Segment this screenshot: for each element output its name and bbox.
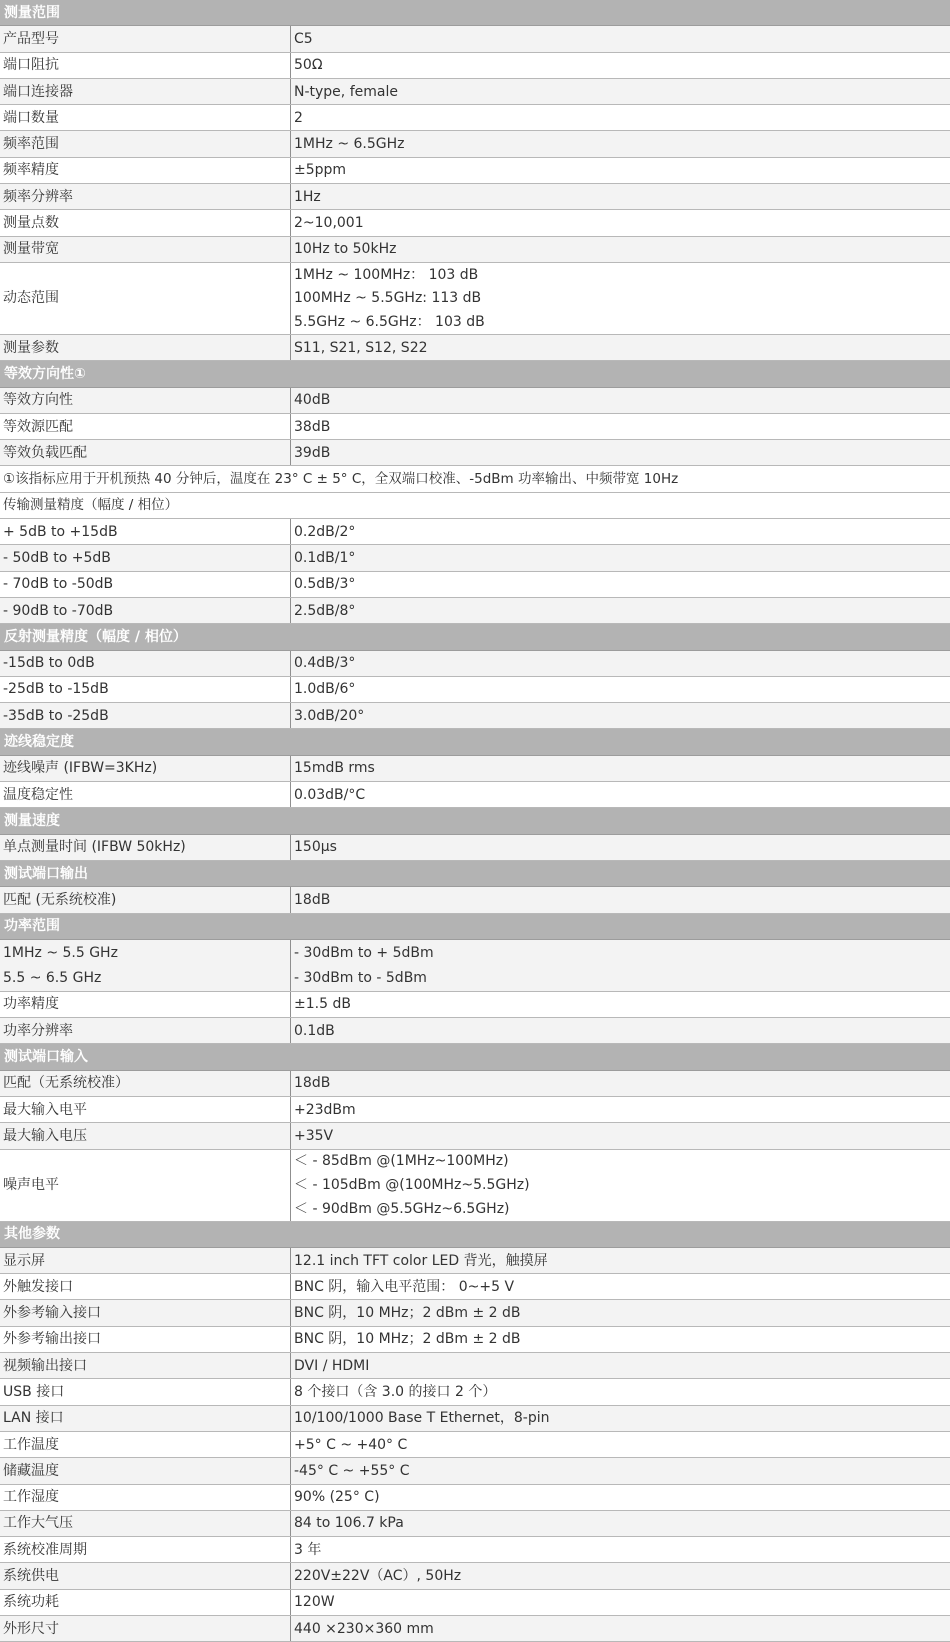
spec-value-line: S11, S21, S12, S22: [294, 339, 428, 356]
spec-row: [0, 1353, 950, 1379]
spec-value: [291, 184, 950, 209]
spec-value-line: 0.1dB: [294, 1022, 335, 1039]
spec-row: [0, 1097, 950, 1123]
spec-label-line: 1MHz ~ 5.5 GHz: [3, 944, 118, 961]
spec-value: [291, 1432, 950, 1457]
spec-row: [0, 79, 950, 105]
spec-label: 外参考输出接口: [0, 1327, 291, 1352]
spec-label: 动态范围: [0, 263, 291, 334]
spec-row: [0, 1379, 950, 1405]
spec-row: [0, 210, 950, 236]
spec-value: [291, 545, 950, 570]
spec-label: 功率精度: [0, 992, 291, 1017]
section-header: 测试端口输入: [0, 1044, 950, 1070]
spec-label: 噪声电平: [0, 1150, 291, 1221]
spec-value: [291, 1616, 950, 1641]
spec-value-line: 100MHz ~ 5.5GHz: 113 dB: [294, 290, 482, 307]
spec-value-line: ＜ - 90dBm @5.5GHz~6.5GHz): [294, 1200, 510, 1217]
spec-value: [291, 677, 950, 702]
spec-value: [291, 756, 950, 781]
spec-row: [0, 53, 950, 79]
spec-label: 迹线噪声 (IFBW=3KHz): [0, 756, 291, 781]
spec-value-line: 50Ω: [294, 57, 323, 74]
spec-value: [291, 651, 950, 676]
spec-row: [0, 677, 950, 703]
spec-label: 测量带宽: [0, 237, 291, 262]
spec-label: -25dB to -15dB: [0, 677, 291, 702]
spec-row: [0, 545, 950, 571]
spec-label: 产品型号: [0, 26, 291, 51]
spec-value-line: 18dB: [294, 1075, 331, 1092]
spec-value: [291, 1563, 950, 1588]
spec-value-line: 39dB: [294, 444, 331, 461]
spec-value: [291, 237, 950, 262]
spec-value: [291, 131, 950, 156]
spec-row: [0, 1150, 950, 1222]
spec-value-line: ±1.5 dB: [294, 996, 351, 1013]
spec-value-line: 150μs: [294, 839, 337, 856]
spec-value: [291, 1379, 950, 1404]
spec-value-line: +23dBm: [294, 1101, 356, 1118]
spec-value-line: 38dB: [294, 418, 331, 435]
spec-value: [291, 1300, 950, 1325]
section-header: 其他参数: [0, 1222, 950, 1248]
spec-label: 外形尺寸: [0, 1616, 291, 1641]
spec-label: USB 接口: [0, 1379, 291, 1404]
spec-value-line: 0.1dB/1°: [294, 549, 356, 566]
spec-row: [0, 598, 950, 624]
spec-row: [0, 835, 950, 861]
spec-label: 系统供电: [0, 1563, 291, 1588]
spec-value-line: 8 个接口（含 3.0 的接口 2 个）: [294, 1384, 497, 1400]
spec-row: [0, 782, 950, 808]
spec-value-line: 10/100/1000 Base T Ethernet，8-pin: [294, 1410, 550, 1427]
spec-label: LAN 接口: [0, 1406, 291, 1431]
spec-value: [291, 1123, 950, 1148]
spec-label: 功率分辨率: [0, 1018, 291, 1043]
spec-row: [0, 519, 950, 545]
spec-label: [0, 940, 291, 991]
spec-value-line: 220V±22V（AC）, 50Hz: [294, 1568, 462, 1585]
spec-value-line: 40dB: [294, 392, 331, 409]
spec-value: [291, 1537, 950, 1562]
spec-label: 匹配（无系统校准）: [0, 1071, 291, 1096]
spec-value-line: 440 ×230×360 mm: [294, 1620, 434, 1637]
spec-row: [0, 1458, 950, 1484]
spec-value: [291, 158, 950, 183]
spec-value-line: 2: [294, 109, 303, 126]
section-header: 测量速度: [0, 808, 950, 834]
spec-value-line: 18dB: [294, 891, 331, 908]
spec-value-line: -45° C ~ +55° C: [294, 1462, 410, 1479]
spec-label: 频率范围: [0, 131, 291, 156]
spec-row: [0, 1274, 950, 1300]
spec-value-line: ＜ - 85dBm @(1MHz~100MHz): [294, 1153, 509, 1170]
spec-label: + 5dB to +15dB: [0, 519, 291, 544]
spec-row: [0, 992, 950, 1018]
spec-value: [291, 1511, 950, 1536]
spec-value: [291, 835, 950, 860]
spec-value-line: ±5ppm: [294, 162, 347, 179]
spec-value: [291, 1018, 950, 1043]
spec-value-line: - 30dBm to - 5dBm: [294, 970, 427, 987]
spec-row: [0, 1537, 950, 1563]
spec-label: 系统校准周期: [0, 1537, 291, 1562]
spec-value-line: 84 to 106.7 kPa: [294, 1515, 404, 1532]
spec-row: [0, 1327, 950, 1353]
spec-value: [291, 703, 950, 728]
spec-value: [291, 105, 950, 130]
spec-row: [0, 703, 950, 729]
spec-row: [0, 184, 950, 210]
spec-value: [291, 440, 950, 465]
spec-value: [291, 598, 950, 623]
spec-value-line: BNC 阴，10 MHz；2 dBm ± 2 dB: [294, 1331, 521, 1348]
spec-value-line: 1MHz ~ 6.5GHz: [294, 136, 405, 153]
spec-value: [291, 1353, 950, 1378]
spec-value-line: BNC 阴，输入电平范围： 0~+5 V: [294, 1278, 515, 1295]
spec-value: [291, 1458, 950, 1483]
spec-value: [291, 887, 950, 912]
spec-value: [291, 335, 950, 360]
spec-value: [291, 940, 950, 991]
section-header: 迹线稳定度: [0, 729, 950, 755]
spec-value: [291, 26, 950, 51]
spec-value-line: 3.0dB/20°: [294, 707, 365, 724]
spec-row: [0, 414, 950, 440]
spec-label: 外参考输入接口: [0, 1300, 291, 1325]
spec-label: - 50dB to +5dB: [0, 545, 291, 570]
spec-row: [0, 940, 950, 992]
spec-label: 储藏温度: [0, 1458, 291, 1483]
spec-label: 频率精度: [0, 158, 291, 183]
spec-row: [0, 1071, 950, 1097]
spec-value: [291, 79, 950, 104]
spec-value-line: 3 年: [294, 1541, 322, 1558]
spec-value-line: BNC 阴，10 MHz；2 dBm ± 2 dB: [294, 1305, 521, 1322]
spec-row: [0, 1300, 950, 1326]
spec-label: 温度稳定性: [0, 782, 291, 807]
spec-label-line: 5.5 ~ 6.5 GHz: [3, 970, 102, 987]
spec-value: [291, 572, 950, 597]
spec-value-line: 1Hz: [294, 188, 321, 205]
note-row: ①该指标应用于开机预热 40 分钟后，温度在 23° C ± 5° C，全双端口校准、-5dBm 功率输出、中频带宽 10Hz: [0, 466, 950, 492]
spec-value: [291, 1071, 950, 1096]
spec-label: -15dB to 0dB: [0, 651, 291, 676]
spec-row: [0, 105, 950, 131]
spec-label: 工作大气压: [0, 1511, 291, 1536]
spec-label: 最大输入电平: [0, 1097, 291, 1122]
spec-label: 端口数量: [0, 105, 291, 130]
spec-value-line: 1.0dB/6°: [294, 681, 356, 698]
spec-value: [291, 992, 950, 1017]
spec-label: 系统功耗: [0, 1590, 291, 1615]
section-header: 等效方向性①: [0, 361, 950, 387]
spec-value-line: 2~10,001: [294, 215, 364, 232]
spec-label: 端口连接器: [0, 79, 291, 104]
spec-value-line: N-type, female: [294, 83, 398, 100]
spec-row: [0, 388, 950, 414]
spec-label: 显示屏: [0, 1248, 291, 1273]
spec-value-line: +35V: [294, 1127, 334, 1144]
spec-row: [0, 1563, 950, 1589]
spec-label: - 90dB to -70dB: [0, 598, 291, 623]
spec-label: 测量点数: [0, 210, 291, 235]
spec-value: [291, 1327, 950, 1352]
spec-value: [291, 263, 950, 334]
spec-value-line: 10Hz to 50kHz: [294, 241, 397, 258]
spec-row: [0, 1248, 950, 1274]
spec-value-line: ＜ - 105dBm @(100MHz~5.5GHz): [294, 1177, 530, 1194]
spec-value: [291, 210, 950, 235]
spec-value: [291, 388, 950, 413]
spec-row: [0, 1616, 950, 1642]
spec-value-line: 2.5dB/8°: [294, 602, 356, 619]
spec-row: [0, 1123, 950, 1149]
spec-label: 工作湿度: [0, 1485, 291, 1510]
spec-value: [291, 53, 950, 78]
spec-value-line: 90% (25° C): [294, 1489, 380, 1506]
spec-label: 频率分辨率: [0, 184, 291, 209]
spec-value-line: - 30dBm to + 5dBm: [294, 944, 434, 961]
spec-value-line: DVI / HDMI: [294, 1357, 370, 1374]
section-header: 测试端口输出: [0, 861, 950, 887]
section-header: 反射测量精度（幅度 / 相位）: [0, 624, 950, 650]
spec-row: [0, 651, 950, 677]
spec-label: 视频输出接口: [0, 1353, 291, 1378]
spec-row: [0, 887, 950, 913]
spec-row: [0, 263, 950, 335]
spec-label: 端口阻抗: [0, 53, 291, 78]
spec-row: [0, 26, 950, 52]
spec-value: [291, 1406, 950, 1431]
spec-row: [0, 1590, 950, 1616]
spec-value-line: 0.5dB/3°: [294, 576, 356, 593]
section-header: 功率范围: [0, 914, 950, 940]
spec-label: 单点测量时间 (IFBW 50kHz): [0, 835, 291, 860]
spec-value-line: 0.2dB/2°: [294, 523, 356, 540]
spec-value-line: 120W: [294, 1594, 335, 1611]
spec-value-line: 12.1 inch TFT color LED 背光，触摸屏: [294, 1252, 548, 1269]
spec-value-line: +5° C ~ +40° C: [294, 1436, 408, 1453]
spec-label: 外触发接口: [0, 1274, 291, 1299]
spec-value-line: 0.03dB/°C: [294, 786, 366, 803]
spec-label: 等效负载匹配: [0, 440, 291, 465]
spec-label: 最大输入电压: [0, 1123, 291, 1148]
spec-row: [0, 237, 950, 263]
spec-value-line: 1MHz ~ 100MHz： 103 dB: [294, 266, 479, 283]
spec-row: [0, 1432, 950, 1458]
spec-label: - 70dB to -50dB: [0, 572, 291, 597]
spec-value: [291, 1590, 950, 1615]
spec-row: [0, 1018, 950, 1044]
spec-value: [291, 519, 950, 544]
spec-row: [0, 1485, 950, 1511]
spec-row: [0, 440, 950, 466]
spec-value: [291, 1485, 950, 1510]
spec-label: 测量参数: [0, 335, 291, 360]
note-row: 传输测量精度（幅度 / 相位）: [0, 493, 950, 519]
spec-row: [0, 572, 950, 598]
spec-label: 匹配 (无系统校准): [0, 887, 291, 912]
spec-value: [291, 1248, 950, 1273]
spec-row: [0, 1406, 950, 1432]
spec-label: -35dB to -25dB: [0, 703, 291, 728]
spec-value: [291, 414, 950, 439]
spec-value: [291, 1097, 950, 1122]
section-header: 测量范围: [0, 0, 950, 26]
spec-row: [0, 158, 950, 184]
spec-value: [291, 782, 950, 807]
spec-label: 工作温度: [0, 1432, 291, 1457]
spec-value-line: 5.5GHz ~ 6.5GHz： 103 dB: [294, 314, 485, 331]
spec-label: 等效源匹配: [0, 414, 291, 439]
spec-value: [291, 1274, 950, 1299]
spec-value-line: C5: [294, 30, 313, 47]
spec-label: 等效方向性: [0, 388, 291, 413]
spec-row: [0, 756, 950, 782]
spec-row: [0, 1511, 950, 1537]
spec-row: [0, 335, 950, 361]
spec-value-line: 0.4dB/3°: [294, 655, 356, 672]
spec-row: [0, 131, 950, 157]
spec-value-line: 15mdB rms: [294, 760, 375, 777]
spec-value: [291, 1150, 950, 1221]
